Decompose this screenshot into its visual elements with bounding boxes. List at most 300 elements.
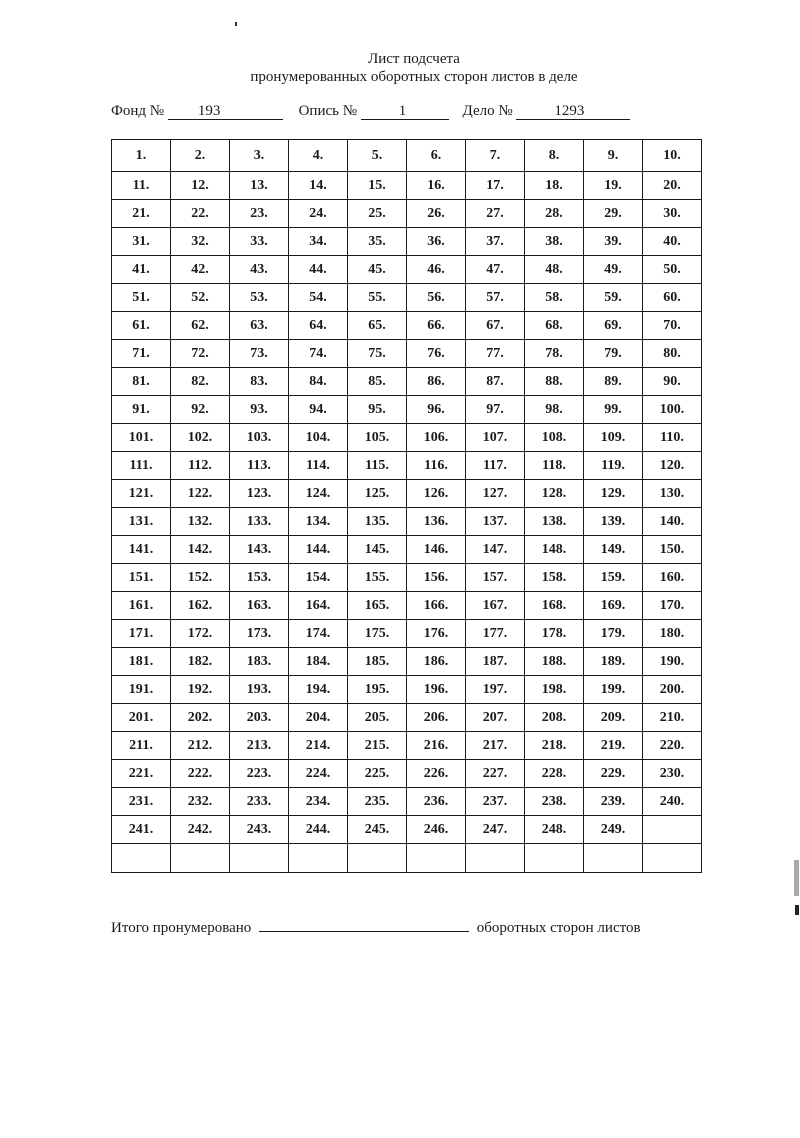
table-cell: 53. [230,284,289,312]
document-title [0,50,800,86]
table-cell: 238. [525,788,584,816]
table-cell: 26. [407,200,466,228]
table-cell: 248. [525,816,584,844]
table-cell: 40. [643,228,702,256]
table-cell: 50. [643,256,702,284]
table-cell: 85. [348,368,407,396]
table-cell: 146. [407,536,466,564]
table-cell: 131. [112,508,171,536]
table-cell: 51. [112,284,171,312]
table-cell: 39. [584,228,643,256]
table-cell: 137. [466,508,525,536]
table-cell: 48. [525,256,584,284]
table-cell: 243. [230,816,289,844]
table-row [112,312,702,340]
total-blank-field [259,917,469,932]
table-cell: 80. [643,340,702,368]
table-cell: 45. [348,256,407,284]
table-cell: 240. [643,788,702,816]
table-cell: 111. [112,452,171,480]
table-cell: 42. [171,256,230,284]
table-cell: 241. [112,816,171,844]
table-cell: 61. [112,312,171,340]
table-cell: 141. [112,536,171,564]
table-cell: 28. [525,200,584,228]
table-cell: 148. [525,536,584,564]
table-cell: 101. [112,424,171,452]
table-cell: 204. [289,704,348,732]
table-cell: 57. [466,284,525,312]
table-cell: 21. [112,200,171,228]
table-cell: 41. [112,256,171,284]
table-cell: 74. [289,340,348,368]
table-cell: 195. [348,676,407,704]
table-cell: 147. [466,536,525,564]
table-row [112,200,702,228]
table-cell: 184. [289,648,348,676]
table-cell: 165. [348,592,407,620]
sheet-count-table [111,139,702,873]
table-row [112,564,702,592]
table-cell: 220. [643,732,702,760]
table-cell: 22. [171,200,230,228]
table-cell: 78. [525,340,584,368]
table-cell: 5. [348,140,407,172]
table-cell: 178. [525,620,584,648]
table-cell: 196. [407,676,466,704]
table-cell: 222. [171,760,230,788]
table-cell: 117. [466,452,525,480]
table-cell: 54. [289,284,348,312]
table-cell: 144. [289,536,348,564]
table-cell: 38. [525,228,584,256]
table-cell [643,844,702,873]
table-cell: 172. [171,620,230,648]
table-row [112,396,702,424]
table-cell: 176. [407,620,466,648]
table-cell [525,844,584,873]
table-cell: 231. [112,788,171,816]
table-cell [643,816,702,844]
table-cell: 236. [407,788,466,816]
table-cell: 205. [348,704,407,732]
table-cell: 160. [643,564,702,592]
table-cell: 197. [466,676,525,704]
table-cell: 33. [230,228,289,256]
scan-mark [795,905,799,915]
table-cell: 162. [171,592,230,620]
table-cell: 140. [643,508,702,536]
table-cell: 239. [584,788,643,816]
table-cell: 92. [171,396,230,424]
table-cell: 114. [289,452,348,480]
table-cell: 244. [289,816,348,844]
table-cell: 116. [407,452,466,480]
table-cell: 143. [230,536,289,564]
table-cell: 181. [112,648,171,676]
title-line-2: пронумерованных оборотных сторон листов в деле [250,69,578,85]
table-cell: 213. [230,732,289,760]
table-cell: 32. [171,228,230,256]
table-cell: 214. [289,732,348,760]
table-cell: 171. [112,620,171,648]
table-cell: 156. [407,564,466,592]
table-cell: 228. [525,760,584,788]
table-cell: 210. [643,704,702,732]
table-cell: 174. [289,620,348,648]
table-cell: 177. [466,620,525,648]
table-cell: 201. [112,704,171,732]
table-cell: 90. [643,368,702,396]
table-cell: 98. [525,396,584,424]
table-cell: 216. [407,732,466,760]
total-line [111,917,641,937]
table-cell: 155. [348,564,407,592]
table-row [112,256,702,284]
table-cell: 112. [171,452,230,480]
table-cell: 132. [171,508,230,536]
table-cell: 72. [171,340,230,368]
table-cell: 153. [230,564,289,592]
table-cell: 36. [407,228,466,256]
table-cell: 122. [171,480,230,508]
table-cell: 93. [230,396,289,424]
table-cell: 9. [584,140,643,172]
table-cell: 108. [525,424,584,452]
opis-label: Опись № [298,103,358,119]
table-row [112,648,702,676]
table-cell: 164. [289,592,348,620]
table-cell: 46. [407,256,466,284]
table-cell: 30. [643,200,702,228]
table-cell: 163. [230,592,289,620]
table-cell: 100. [643,396,702,424]
table-cell: 25. [348,200,407,228]
table-cell: 65. [348,312,407,340]
table-cell: 73. [230,340,289,368]
table-cell: 230. [643,760,702,788]
table-cell: 87. [466,368,525,396]
table-cell [348,844,407,873]
table-cell: 66. [407,312,466,340]
table-cell: 89. [584,368,643,396]
table-row [112,228,702,256]
fond-number-field: 193 [168,104,283,120]
table-cell: 103. [230,424,289,452]
table-cell: 206. [407,704,466,732]
table-cell: 43. [230,256,289,284]
table-cell: 128. [525,480,584,508]
table-cell: 192. [171,676,230,704]
table-cell: 159. [584,564,643,592]
table-cell: 245. [348,816,407,844]
table-cell: 13. [230,172,289,200]
table-cell: 110. [643,424,702,452]
table-cell: 24. [289,200,348,228]
table-cell: 12. [171,172,230,200]
table-cell: 211. [112,732,171,760]
table-cell: 217. [466,732,525,760]
table-cell: 68. [525,312,584,340]
total-suffix: оборотных сторон листов [476,920,641,936]
table-cell: 67. [466,312,525,340]
table-cell: 138. [525,508,584,536]
table-row [112,788,702,816]
table-cell: 86. [407,368,466,396]
table-cell: 136. [407,508,466,536]
table-cell: 207. [466,704,525,732]
table-cell: 235. [348,788,407,816]
table-cell: 88. [525,368,584,396]
table-row [112,592,702,620]
table-cell: 130. [643,480,702,508]
table-cell: 59. [584,284,643,312]
table-cell [230,844,289,873]
table-cell: 183. [230,648,289,676]
table-cell: 56. [407,284,466,312]
table-cell: 14. [289,172,348,200]
table-row [112,508,702,536]
table-cell: 84. [289,368,348,396]
table-cell: 75. [348,340,407,368]
table-row [112,480,702,508]
table-cell: 29. [584,200,643,228]
table-cell: 62. [171,312,230,340]
table-cell: 158. [525,564,584,592]
table-cell: 27. [466,200,525,228]
table-cell: 152. [171,564,230,592]
table-cell: 95. [348,396,407,424]
table-cell: 121. [112,480,171,508]
table-cell: 17. [466,172,525,200]
table-cell: 225. [348,760,407,788]
table-cell: 7. [466,140,525,172]
table-cell: 96. [407,396,466,424]
table-cell: 64. [289,312,348,340]
table-row [112,816,702,844]
table-cell: 142. [171,536,230,564]
table-cell: 194. [289,676,348,704]
table-cell [584,844,643,873]
table-cell: 81. [112,368,171,396]
table-cell: 134. [289,508,348,536]
table-cell: 173. [230,620,289,648]
table-cell: 199. [584,676,643,704]
table-cell: 149. [584,536,643,564]
table-cell: 169. [584,592,643,620]
table-row [112,732,702,760]
table-cell: 58. [525,284,584,312]
table-cell: 69. [584,312,643,340]
table-cell: 79. [584,340,643,368]
table-row [112,844,702,873]
table-cell: 37. [466,228,525,256]
table-cell: 249. [584,816,643,844]
table-cell: 151. [112,564,171,592]
delo-number-field: 1293 [516,104,630,120]
table-cell: 119. [584,452,643,480]
table-row [112,368,702,396]
table-cell: 3. [230,140,289,172]
table-cell: 83. [230,368,289,396]
table-cell: 6. [407,140,466,172]
table-cell: 19. [584,172,643,200]
table-cell: 127. [466,480,525,508]
table-cell: 157. [466,564,525,592]
table-cell: 133. [230,508,289,536]
table-cell: 82. [171,368,230,396]
table-cell: 167. [466,592,525,620]
table-cell: 246. [407,816,466,844]
table-cell: 2. [171,140,230,172]
table-cell: 179. [584,620,643,648]
table-cell: 104. [289,424,348,452]
table-cell: 212. [171,732,230,760]
table-cell: 91. [112,396,171,424]
table-cell: 150. [643,536,702,564]
table-cell: 71. [112,340,171,368]
table-cell: 16. [407,172,466,200]
table-cell [466,844,525,873]
table-cell [112,844,171,873]
delo-label: Дело № [462,103,513,119]
table-row [112,760,702,788]
table-row [112,620,702,648]
table-cell: 35. [348,228,407,256]
table-cell: 185. [348,648,407,676]
table-cell: 203. [230,704,289,732]
table-cell: 229. [584,760,643,788]
table-cell: 145. [348,536,407,564]
table-cell: 190. [643,648,702,676]
table-cell: 11. [112,172,171,200]
table-cell: 161. [112,592,171,620]
table-cell [289,844,348,873]
table-cell: 218. [525,732,584,760]
table-cell: 191. [112,676,171,704]
scan-mark [794,860,799,896]
table-cell: 139. [584,508,643,536]
table-cell: 106. [407,424,466,452]
table-cell: 77. [466,340,525,368]
table-cell: 234. [289,788,348,816]
table-cell: 200. [643,676,702,704]
table-cell: 209. [584,704,643,732]
table-cell: 223. [230,760,289,788]
table-cell: 189. [584,648,643,676]
table-cell [171,844,230,873]
table-cell: 154. [289,564,348,592]
table-cell: 1. [112,140,171,172]
table-cell: 23. [230,200,289,228]
table-cell: 129. [584,480,643,508]
opis-number-field: 1 [361,104,449,120]
table-cell: 180. [643,620,702,648]
table-cell: 170. [643,592,702,620]
table-cell: 97. [466,396,525,424]
table-cell: 109. [584,424,643,452]
table-cell: 102. [171,424,230,452]
table-cell: 49. [584,256,643,284]
table-cell: 224. [289,760,348,788]
table-cell: 60. [643,284,702,312]
table-cell: 168. [525,592,584,620]
total-label: Итого пронумеровано [111,920,252,936]
table-cell: 208. [525,704,584,732]
table-cell: 233. [230,788,289,816]
table-cell: 70. [643,312,702,340]
table-cell: 202. [171,704,230,732]
table-cell: 115. [348,452,407,480]
table-cell: 215. [348,732,407,760]
table-cell: 63. [230,312,289,340]
table-cell: 175. [348,620,407,648]
table-cell: 8. [525,140,584,172]
table-row [112,284,702,312]
table-cell: 125. [348,480,407,508]
table-cell: 123. [230,480,289,508]
table-cell: 226. [407,760,466,788]
table-cell: 193. [230,676,289,704]
scan-mark [235,22,237,26]
table-cell: 113. [230,452,289,480]
title-line-1: Лист подсчета [368,51,460,67]
table-row [112,172,702,200]
table-cell: 232. [171,788,230,816]
table-cell: 52. [171,284,230,312]
table-cell: 126. [407,480,466,508]
table-cell: 55. [348,284,407,312]
table-cell: 105. [348,424,407,452]
table-cell: 187. [466,648,525,676]
case-header [111,103,630,120]
table-cell: 186. [407,648,466,676]
table-row [112,704,702,732]
table-cell: 237. [466,788,525,816]
fond-label: Фонд № [111,103,165,119]
table-cell: 107. [466,424,525,452]
table-cell: 18. [525,172,584,200]
table-cell: 4. [289,140,348,172]
table-cell: 221. [112,760,171,788]
sheet-count-table-body [112,140,702,873]
table-row [112,452,702,480]
table-cell: 120. [643,452,702,480]
table-cell: 198. [525,676,584,704]
table-cell: 219. [584,732,643,760]
table-cell: 247. [466,816,525,844]
table-cell: 166. [407,592,466,620]
table-cell: 94. [289,396,348,424]
table-cell: 182. [171,648,230,676]
table-row [112,340,702,368]
table-row [112,676,702,704]
table-row [112,536,702,564]
table-cell: 188. [525,648,584,676]
table-cell: 76. [407,340,466,368]
table-row [112,140,702,172]
table-cell: 124. [289,480,348,508]
table-cell: 34. [289,228,348,256]
table-cell: 44. [289,256,348,284]
table-cell: 47. [466,256,525,284]
table-cell: 227. [466,760,525,788]
table-cell: 242. [171,816,230,844]
table-cell: 31. [112,228,171,256]
table-cell: 20. [643,172,702,200]
table-cell: 135. [348,508,407,536]
table-cell: 15. [348,172,407,200]
